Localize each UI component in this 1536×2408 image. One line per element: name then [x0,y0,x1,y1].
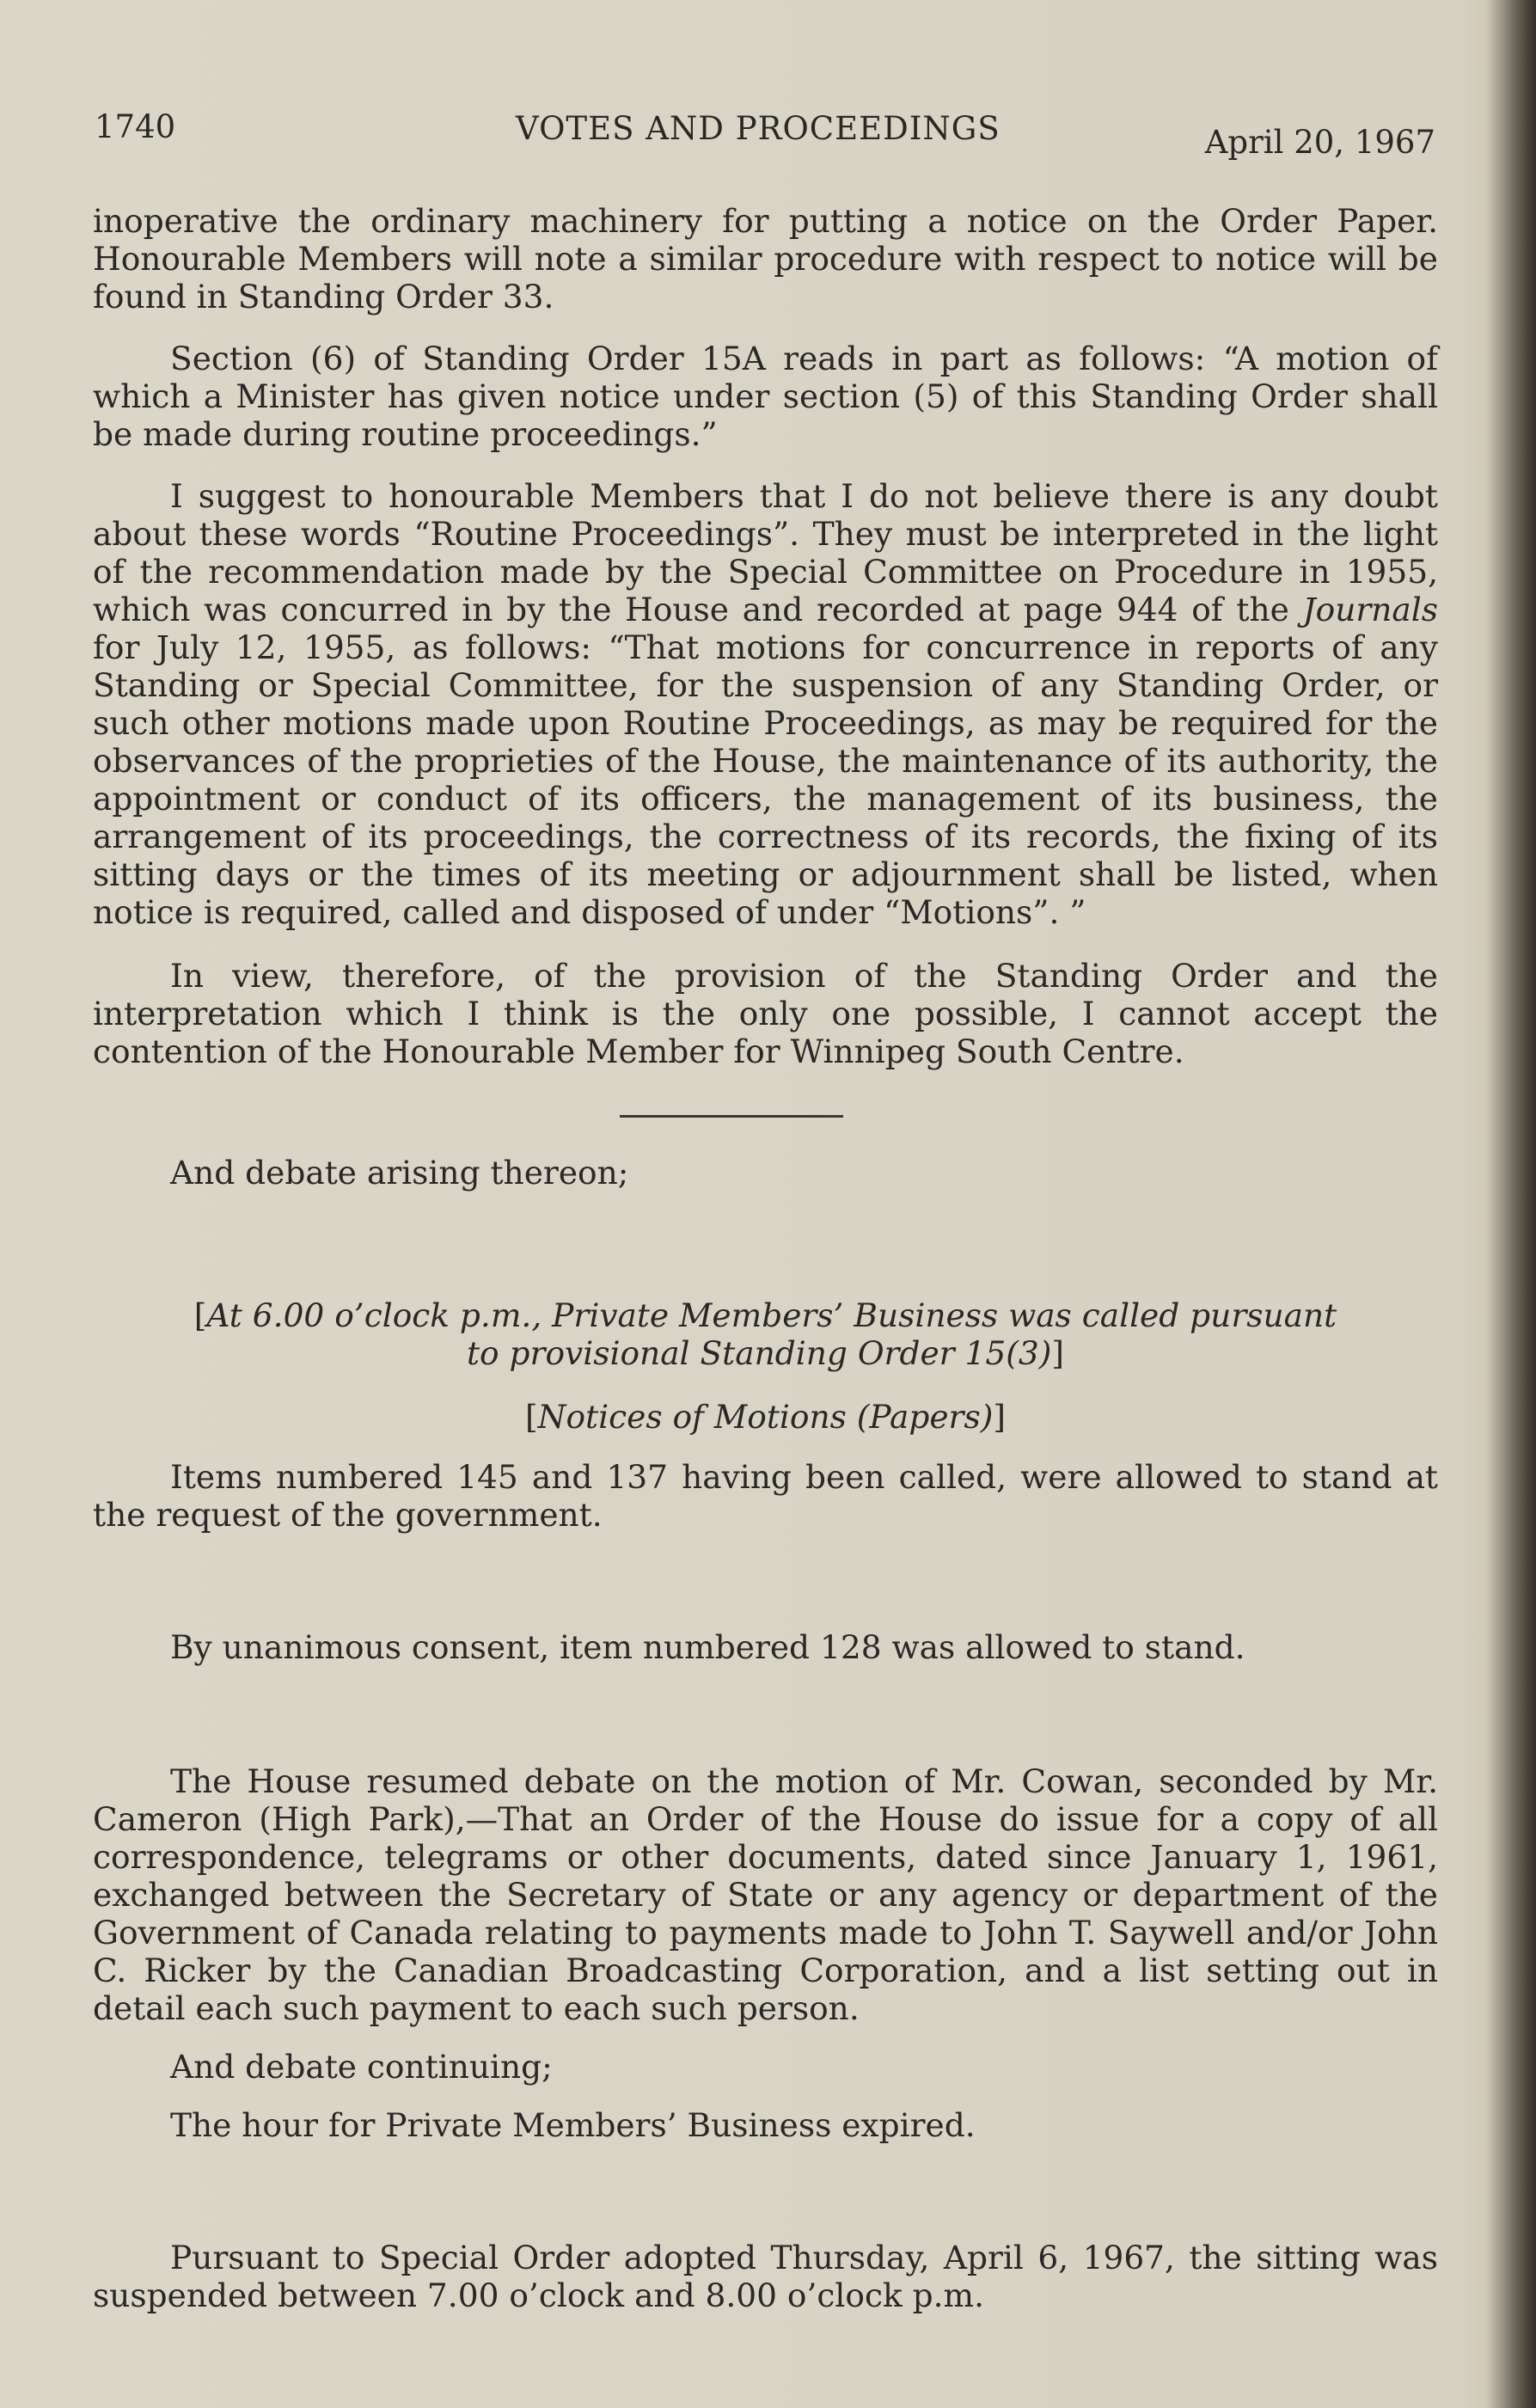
paragraph-continuation: inoperative the ordinary machinery for putting a notice on the Order Paper. Honourable Members will note a similar procedure with respect to notice will be found in Standing Order 33. [93,202,1438,316]
paragraph-section-6: Section (6) of Standing Order 15A reads in part as follows: “A motion of which a Minister has given notice under section (5) of this Standing Order shall be made during routine proceedings.” [93,340,1438,453]
resumed-debate: The House resumed debate on the motion of Mr. Cowan, seconded by Mr. Cameron (High Park),—That an Order of the House do issue for a copy of all correspondence, telegrams or other documents, dated since January 1, 1961, exchanged between the Secretary of State or any agency or department of the Government of Canada relating to payments made to John T. Saywell and/or John C. Ricker by the Canadian Broadcasting Corporation, and a list setting out in detail each such payment to each such person. [93,1762,1438,2027]
notices-bracket-close: ] [993,1398,1006,1436]
paragraph-routine-proceedings [93,477,1438,931]
debate-arising: And debate arising thereon; [170,1154,629,1192]
page-number: 1740 [95,108,176,145]
journals-reference: Journals [1302,591,1439,628]
notices-heading [93,1398,1438,1436]
running-header [95,103,1435,161]
items-stand: Items numbered 145 and 137 having been called, were allowed to stand at the request of the government. [93,1458,1438,1534]
private-members-line-1: At 6.00 o’clock p.m., Private Members’ Business was called pursuant [206,1296,1337,1334]
hour-expired: The hour for Private Members’ Business expired. [170,2106,976,2144]
notices-text: Notices of Motions (Papers) [537,1398,994,1436]
notices-bracket-open: [ [525,1398,538,1436]
page-title: VOTES AND PROCEEDINGS [516,110,1001,147]
header-date: April 20, 1967 [1204,124,1435,161]
debate-continuing: And debate continuing; [170,2048,553,2086]
body-text [93,202,1438,2314]
paragraph-routine-text-a: I suggest to honourable Members that I do not believe there is any doubt about these words “Routine Proceedings”. They must be interpreted in the light of the recommendation made by the Special Committee on Procedure in 1955, which was concurred in by the House and recorded at page 944 of the [93,477,1438,628]
bracket-open: [ [193,1296,207,1334]
paragraph-routine-text-b: for July 12, 1955, as follows: “That motions for concurrence in reports of any Standing or Special Committee, for the suspension of any Standing Order, or such other motions made upon Routine Proceedings, as may be required for the observances of the proprieties of the House, the maintenance of its authority, the appointment or conduct of its officers, the management of its business, the arrangement of its proceedings, the correctness of its records, the fixing of its sitting days or the times of its meeting or adjournment shall be listed, when notice is required, called and disposed of under “Motions”. ” [93,628,1438,931]
sitting-suspended: Pursuant to Special Order adopted Thursday, April 6, 1967, the sitting was suspended between 7.00 o’clock and 8.00 o’clock p.m. [93,2239,1438,2314]
private-members-line-2: to provisional Standing Order 15(3) [466,1334,1052,1372]
bracket-close: ] [1051,1334,1065,1372]
section-divider [620,1115,843,1118]
paragraph-ruling: In view, therefore, of the provision of the Standing Order and the interpretation which I think is the only one possible, I cannot accept the contention of the Honourable Member for Winnipeg South Centre. [93,957,1438,1070]
unanimous-consent: By unanimous consent, item numbered 128 was allowed to stand. [170,1628,1245,1666]
binding-shadow [1484,0,1536,2408]
private-members-note [93,1296,1438,1372]
